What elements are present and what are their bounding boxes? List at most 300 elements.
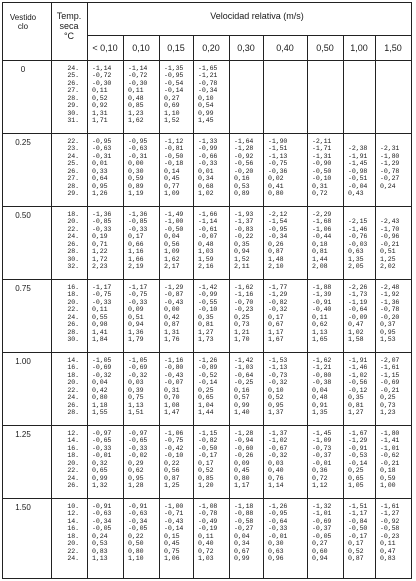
grid-line [307, 35, 308, 578]
pmv-cell: 0,67 [268, 321, 284, 329]
temperature-cell: 28. [67, 94, 79, 102]
pmv-cell: -1,15 [198, 430, 218, 437]
pmv-cell: -1,02 [268, 437, 288, 445]
pmv-cell: 0,35 [198, 313, 214, 321]
pmv-cell: 2,17 [164, 263, 180, 271]
pmv-column [198, 65, 217, 125]
pmv-cell: 1,26 [92, 190, 108, 198]
pmv-cell: -0,01 [268, 532, 288, 540]
pmv-cell: 0,10 [198, 94, 214, 102]
pmv-cell: 0,80 [268, 190, 284, 198]
pmv-cell: -0,36 [268, 167, 288, 175]
pmv-cell: -0,07 [198, 233, 218, 241]
pmv-cell: -1,14 [128, 65, 148, 72]
temperature-cell: 22. [67, 225, 79, 233]
temperature-cell: 24. [67, 474, 79, 482]
clo-value: 0 [20, 65, 26, 74]
pmv-cell: -0,85 [92, 218, 112, 226]
pmv-cell: 0,81 [312, 248, 328, 256]
pmv-cell: -0,72 [92, 72, 112, 80]
pmv-column [164, 65, 183, 125]
pmv-cell: -0,52 [198, 371, 218, 379]
pmv-cell: 1,35 [312, 409, 328, 417]
pmv-cell: 1,21 [234, 328, 250, 336]
temperature-cell: 16. [67, 284, 79, 291]
pmv-cell: 1,52 [164, 117, 180, 125]
temperature-cell: 20. [67, 540, 79, 548]
pmv-column [380, 430, 399, 490]
pmv-cell: -0,34 [198, 87, 218, 95]
pmv-cell: 1,40 [234, 409, 250, 417]
pmv-cell: -0,18 [164, 160, 184, 168]
velocity-col-header: 0,50 [316, 43, 334, 53]
pmv-cell: 0,22 [128, 532, 144, 540]
velocity-col-header: 1,50 [384, 43, 402, 53]
pmv-cell: -0,75 [128, 291, 148, 299]
pmv-cell: 1,08 [164, 401, 180, 409]
pmv-cell: -0,69 [380, 379, 400, 387]
pmv-cell: 0,10 [268, 386, 284, 394]
velocity-subheader-line [87, 35, 411, 36]
pmv-cell: 1,10 [128, 555, 144, 563]
pmv-cell: -0,91 [92, 503, 112, 510]
pmv-cell: -0,33 [198, 160, 218, 168]
pmv-cell: -1,80 [380, 152, 400, 160]
pmv-cell: -2,15 [348, 218, 368, 226]
pmv-cell: -0,09 [348, 313, 368, 321]
pmv-cell: -1,05 [128, 357, 148, 364]
temperature-cell: 20. [67, 379, 79, 387]
velocity-col-header: 0,20 [202, 43, 220, 53]
pmv-cell: -0,67 [268, 444, 288, 452]
pmv-column [380, 357, 399, 417]
pmv-cell: 2,02 [380, 263, 396, 271]
grid-line [51, 3, 52, 578]
pmv-cell: -1,46 [348, 225, 368, 233]
pmv-cell: -0,17 [198, 452, 218, 460]
pmv-cell: -0,32 [128, 371, 148, 379]
pmv-column [92, 357, 111, 417]
pmv-cell: -0,83 [234, 225, 254, 233]
pmv-cell: 1,62 [164, 255, 180, 263]
pmv-cell: 0,11 [380, 540, 396, 548]
pmv-cell: 1,00 [380, 482, 396, 490]
pmv-cell: 0,80 [234, 474, 250, 482]
pmv-cell: -1,28 [234, 430, 254, 437]
pmv-cell: 0,83 [380, 555, 396, 563]
pmv-cell: 0,62 [128, 467, 144, 475]
pmv-column [348, 357, 367, 417]
pmv-cell: -0,73 [268, 371, 288, 379]
pmv-cell: -0,71 [164, 510, 184, 518]
pmv-cell: 0,41 [268, 182, 284, 190]
pmv-cell: -0,64 [268, 517, 288, 525]
pmv-cell: -2,11 [312, 138, 332, 145]
pmv-cell: 0,63 [348, 248, 364, 256]
pmv-cell: -1,41 [380, 437, 400, 445]
pmv-cell: -0,37 [312, 525, 332, 533]
pmv-cell: 0,24 [380, 182, 396, 190]
pmv-cell: -1,37 [234, 218, 254, 226]
pmv-cell: 0,45 [234, 467, 250, 475]
pmv-cell: -1,73 [348, 291, 368, 299]
pmv-column [234, 503, 253, 563]
pmv-cell: 0,33 [92, 167, 108, 175]
clo-value: 1.00 [15, 357, 31, 366]
pmv-cell: 0,24 [92, 532, 108, 540]
pmv-cell: -0,98 [348, 167, 368, 175]
pmv-cell: -1,61 [380, 364, 400, 372]
pmv-cell: 0,25 [380, 394, 396, 402]
pmv-cell: -0,21 [380, 240, 400, 248]
clo-value: 0.50 [15, 211, 31, 220]
temperature-cell: 16. [67, 364, 79, 372]
pmv-cell: 1,06 [164, 555, 180, 563]
pmv-cell: 0,14 [164, 167, 180, 175]
pmv-cell: -0,33 [128, 225, 148, 233]
pmv-cell: 0,57 [234, 394, 250, 402]
pmv-cell: -0,50 [312, 167, 332, 175]
pmv-cell: 0,94 [312, 555, 328, 563]
pmv-cell: -1,92 [380, 291, 400, 299]
pmv-cell: 1,72 [92, 255, 108, 263]
temperature-cell: 28. [67, 328, 79, 336]
temperature-cell: 31. [67, 117, 79, 125]
pmv-cell: -0,94 [234, 437, 254, 445]
temperature-cell: 28. [67, 182, 79, 190]
pmv-column [164, 138, 183, 198]
pmv-cell: -0,21 [380, 386, 400, 394]
pmv-cell: 1,22 [92, 248, 108, 256]
pmv-column [312, 284, 331, 344]
pmv-cell: -0,73 [312, 444, 332, 452]
pmv-cell: -0,50 [164, 152, 184, 160]
pmv-cell: -0,43 [164, 371, 184, 379]
pmv-cell: -0,44 [312, 233, 332, 241]
pmv-cell: 0,99 [198, 109, 214, 117]
pmv-cell: 0,73 [234, 321, 250, 329]
pmv-column [380, 503, 399, 563]
pmv-column [92, 284, 111, 344]
pmv-cell: -0,01 [92, 452, 112, 460]
pmv-cell: -1,51 [268, 145, 288, 153]
pmv-cell: -0,75 [268, 160, 288, 168]
pmv-cell: -2,48 [380, 284, 400, 291]
pmv-cell: 2,16 [198, 263, 214, 271]
pmv-cell: 0,01 [198, 167, 214, 175]
pmv-cell: -0,92 [380, 517, 400, 525]
pmv-cell: -1,17 [128, 284, 148, 291]
pmv-cell: 0,59 [380, 474, 396, 482]
pmv-cell: -0,31 [128, 152, 148, 160]
pmv-cell: -0,90 [312, 160, 332, 168]
pmv-cell: 0,48 [312, 394, 328, 402]
temperature-cell: 22. [67, 138, 79, 145]
pmv-cell: 2,23 [92, 263, 108, 271]
pmv-cell: 1,09 [164, 248, 180, 256]
pmv-cell: 0,11 [198, 532, 214, 540]
pmv-cell: -1,15 [380, 371, 400, 379]
temperature-cell: 14. [67, 357, 79, 364]
temperature-column [59, 503, 79, 563]
pmv-cell: -0,20 [380, 313, 400, 321]
temperature-cell: 12. [67, 510, 79, 518]
pmv-cell: -0,27 [234, 525, 254, 533]
pmv-cell: -1,42 [198, 284, 218, 291]
pmv-cell: -0,99 [198, 291, 218, 299]
temperature-cell: 28. [67, 248, 79, 256]
pmv-cell: 0,68 [198, 182, 214, 190]
pmv-cell: 1,23 [380, 409, 396, 417]
pmv-cell: 0,31 [164, 386, 180, 394]
pmv-cell: -1,31 [312, 152, 332, 160]
pmv-cell: 0,72 [312, 190, 328, 198]
pmv-cell: -0,55 [198, 298, 218, 306]
pmv-cell: -0,07 [164, 379, 184, 387]
pmv-cell: 0,15 [164, 532, 180, 540]
pmv-cell: -0,03 [348, 240, 368, 248]
pmv-cell: -0,34 [128, 517, 148, 525]
pmv-cell: -1,68 [312, 218, 332, 226]
pmv-cell: 0,66 [128, 240, 144, 248]
pmv-cell: 1,04 [198, 401, 214, 409]
pmv-cell: -1,33 [198, 138, 218, 145]
pmv-cell: -1,36 [92, 211, 112, 218]
pmv-cell: -0,99 [198, 145, 218, 153]
pmv-cell: 0,25 [348, 467, 364, 475]
pmv-cell: -0,82 [268, 298, 288, 306]
pmv-cell: -1,17 [348, 510, 368, 518]
pmv-column [198, 430, 217, 490]
pmv-cell: 1,53 [380, 336, 396, 344]
pmv-cell: 0,04 [234, 532, 250, 540]
pmv-cell: 1,09 [164, 190, 180, 198]
pmv-cell: 0,95 [128, 474, 144, 482]
pmv-cell: -0,43 [164, 517, 184, 525]
pmv-cell: 0,85 [198, 474, 214, 482]
pmv-cell: -0,97 [92, 430, 112, 437]
pmv-cell: -0,76 [348, 233, 368, 241]
pmv-cell: -1,64 [234, 138, 254, 145]
pmv-cell: 1,48 [268, 255, 284, 263]
pmv-cell: -0,02 [128, 452, 148, 460]
pmv-cell: -0,84 [348, 517, 368, 525]
pmv-column [164, 211, 183, 271]
pmv-cell: -1,01 [380, 444, 400, 452]
pmv-cell: 1,25 [164, 482, 180, 490]
pmv-cell: -1,16 [234, 291, 254, 299]
pmv-cell: -0,91 [348, 444, 368, 452]
pmv-column [312, 503, 331, 563]
temperature-cell: 22. [67, 386, 79, 394]
pmv-cell: -0,64 [348, 306, 368, 314]
pmv-cell: -1,36 [380, 298, 400, 306]
pmv-cell: 1,17 [268, 328, 284, 336]
pmv-cell: -0,49 [198, 517, 218, 525]
pmv-column [164, 357, 183, 417]
pmv-cell: 1,55 [92, 409, 108, 417]
pmv-column [198, 357, 217, 417]
pmv-cell: -1,53 [268, 357, 288, 364]
pmv-cell: -0,04 [348, 182, 368, 190]
pmv-cell: -1,65 [198, 65, 218, 72]
pmv-cell: 0,35 [348, 394, 364, 402]
pmv-cell: 1,79 [128, 336, 144, 344]
pmv-cell: 1,02 [348, 328, 364, 336]
pmv-cell: -1,66 [198, 211, 218, 218]
pmv-cell: -1,32 [312, 503, 332, 510]
pmv-cell: 0,55 [92, 313, 108, 321]
pmv-cell: -0,66 [198, 152, 218, 160]
pmv-cell: -0,33 [92, 444, 112, 452]
clo-value: 0.25 [15, 138, 31, 147]
pmv-cell: 0,56 [164, 240, 180, 248]
pmv-cell: -1,16 [164, 357, 184, 364]
pmv-cell: -0,21 [380, 459, 400, 467]
pmv-cell: 0,42 [92, 386, 108, 394]
pmv-column [348, 284, 367, 344]
temperature-cell: 24. [67, 394, 79, 402]
temperature-cell: 27. [67, 87, 79, 95]
pmv-cell: -0,87 [164, 291, 184, 299]
pmv-column [198, 138, 217, 198]
pmv-cell: 0,53 [92, 540, 108, 548]
pmv-column [128, 138, 147, 198]
pmv-cell: -1,42 [234, 357, 254, 364]
pmv-cell: 0,50 [128, 540, 144, 548]
pmv-cell: 0,34 [234, 540, 250, 548]
temperature-column [59, 65, 79, 125]
pmv-cell: 0,11 [128, 87, 144, 95]
temperature-cell: 30. [67, 109, 79, 117]
pmv-cell: 1,25 [380, 255, 396, 263]
pmv-cell: 0,53 [234, 182, 250, 190]
pmv-cell: 0,85 [128, 102, 144, 110]
pmv-cell: -0,64 [234, 371, 254, 379]
pmv-cell: 0,34 [198, 175, 214, 183]
pmv-cell: 0,87 [164, 474, 180, 482]
pmv-cell: 1,36 [128, 328, 144, 336]
temperature-cell: 25. [67, 72, 79, 80]
pmv-cell: 0,87 [268, 248, 284, 256]
temperature-cell: 24. [67, 555, 79, 563]
temperature-cell: 18. [67, 291, 79, 299]
pmv-cell: -0,40 [312, 306, 332, 314]
pmv-cell: -1,29 [164, 284, 184, 291]
pmv-cell: 0,96 [268, 555, 284, 563]
pmv-cell: 0,19 [92, 233, 108, 241]
temperature-cell: 20. [67, 459, 79, 467]
temperature-cell: 26. [67, 321, 79, 329]
pmv-cell [380, 211, 399, 218]
pmv-cell: 0,81 [348, 401, 364, 409]
pmv-cell: -0,58 [380, 525, 400, 533]
pmv-cell: 1,23 [128, 109, 144, 117]
pmv-cell: 1,05 [348, 482, 364, 490]
pmv-cell: 0,18 [312, 240, 328, 248]
temperature-cell: 26. [67, 167, 79, 175]
pmv-cell: 0,37 [380, 321, 396, 329]
pmv-cell: -1,36 [128, 211, 148, 218]
pmv-cell: -1,90 [268, 138, 288, 145]
pmv-cell: -0,78 [198, 510, 218, 518]
pmv-cell: 1,52 [234, 255, 250, 263]
pmv-cell: 0,52 [348, 547, 364, 555]
pmv-cell: 1,44 [312, 255, 328, 263]
pmv-cell: -0,19 [198, 525, 218, 533]
pmv-cell: -1,18 [234, 503, 254, 510]
temperature-cell: 29. [67, 190, 79, 198]
pmv-cell: 1,37 [268, 409, 284, 417]
pmv-cell: -1,03 [234, 364, 254, 372]
pmv-cell: -0,33 [268, 525, 288, 533]
grid-line [193, 35, 194, 578]
velocity-col-header: 0,15 [167, 43, 185, 53]
clo-value: 0.75 [15, 284, 31, 293]
temperature-cell: 28. [67, 409, 79, 417]
pmv-cell: -0,43 [164, 298, 184, 306]
pmv-cell: -0,20 [234, 167, 254, 175]
pmv-cell: 0,56 [164, 467, 180, 475]
pmv-cell: 1,27 [198, 328, 214, 336]
temperature-cell: 14. [67, 437, 79, 445]
pmv-cell: 0,95 [268, 401, 284, 409]
pmv-cell: -0,32 [268, 452, 288, 460]
pmv-cell: 0,99 [234, 401, 250, 409]
pmv-cell: 0,64 [92, 175, 108, 183]
velocity-header: Velocidad relativa (m/s) [210, 11, 304, 21]
pmv-cell: -1,06 [164, 430, 184, 437]
temperature-column [59, 284, 79, 344]
pmv-cell: -1,39 [312, 291, 332, 299]
pmv-cell: -2,12 [268, 211, 288, 218]
temperature-column [59, 357, 79, 417]
temperature-column [59, 430, 79, 490]
pmv-cell: -0,30 [128, 79, 148, 87]
pmv-cell: -1,35 [164, 65, 184, 72]
pmv-cell: 0,81 [198, 321, 214, 329]
pmv-cell: -1,29 [348, 437, 368, 445]
pmv-column [92, 138, 111, 198]
pmv-cell: 0,63 [268, 547, 284, 555]
pmv-cell: 0,11 [92, 306, 108, 314]
pmv-cell: 0,18 [380, 467, 396, 475]
pmv-cell: 0,47 [380, 547, 396, 555]
pmv-cell: -0,32 [92, 371, 112, 379]
pmv-cell: -0,51 [348, 175, 368, 183]
grid-line [87, 3, 88, 578]
pmv-cell: 0,80 [128, 547, 144, 555]
temperature-cell: 27. [67, 175, 79, 183]
pmv-cell: -0,26 [234, 452, 254, 460]
section-divider [3, 206, 411, 207]
pmv-cell: 1,10 [164, 109, 180, 117]
pmv-cell: 0,99 [92, 474, 108, 482]
pmv-column [268, 430, 287, 490]
pmv-cell: -0,63 [128, 510, 148, 518]
pmv-cell: 0,16 [234, 175, 250, 183]
pmv-cell: -0,56 [348, 379, 368, 387]
pmv-cell: -0,22 [234, 233, 254, 241]
section-divider [3, 498, 411, 499]
pmv-cell: 0,48 [198, 240, 214, 248]
pmv-cell: -1,28 [234, 145, 254, 153]
pmv-cell: -0,70 [234, 298, 254, 306]
grid-line [263, 35, 264, 578]
pmv-cell: 0,73 [380, 401, 396, 409]
pmv-cell: -0,65 [128, 437, 148, 445]
pmv-cell: 0,17 [128, 233, 144, 241]
